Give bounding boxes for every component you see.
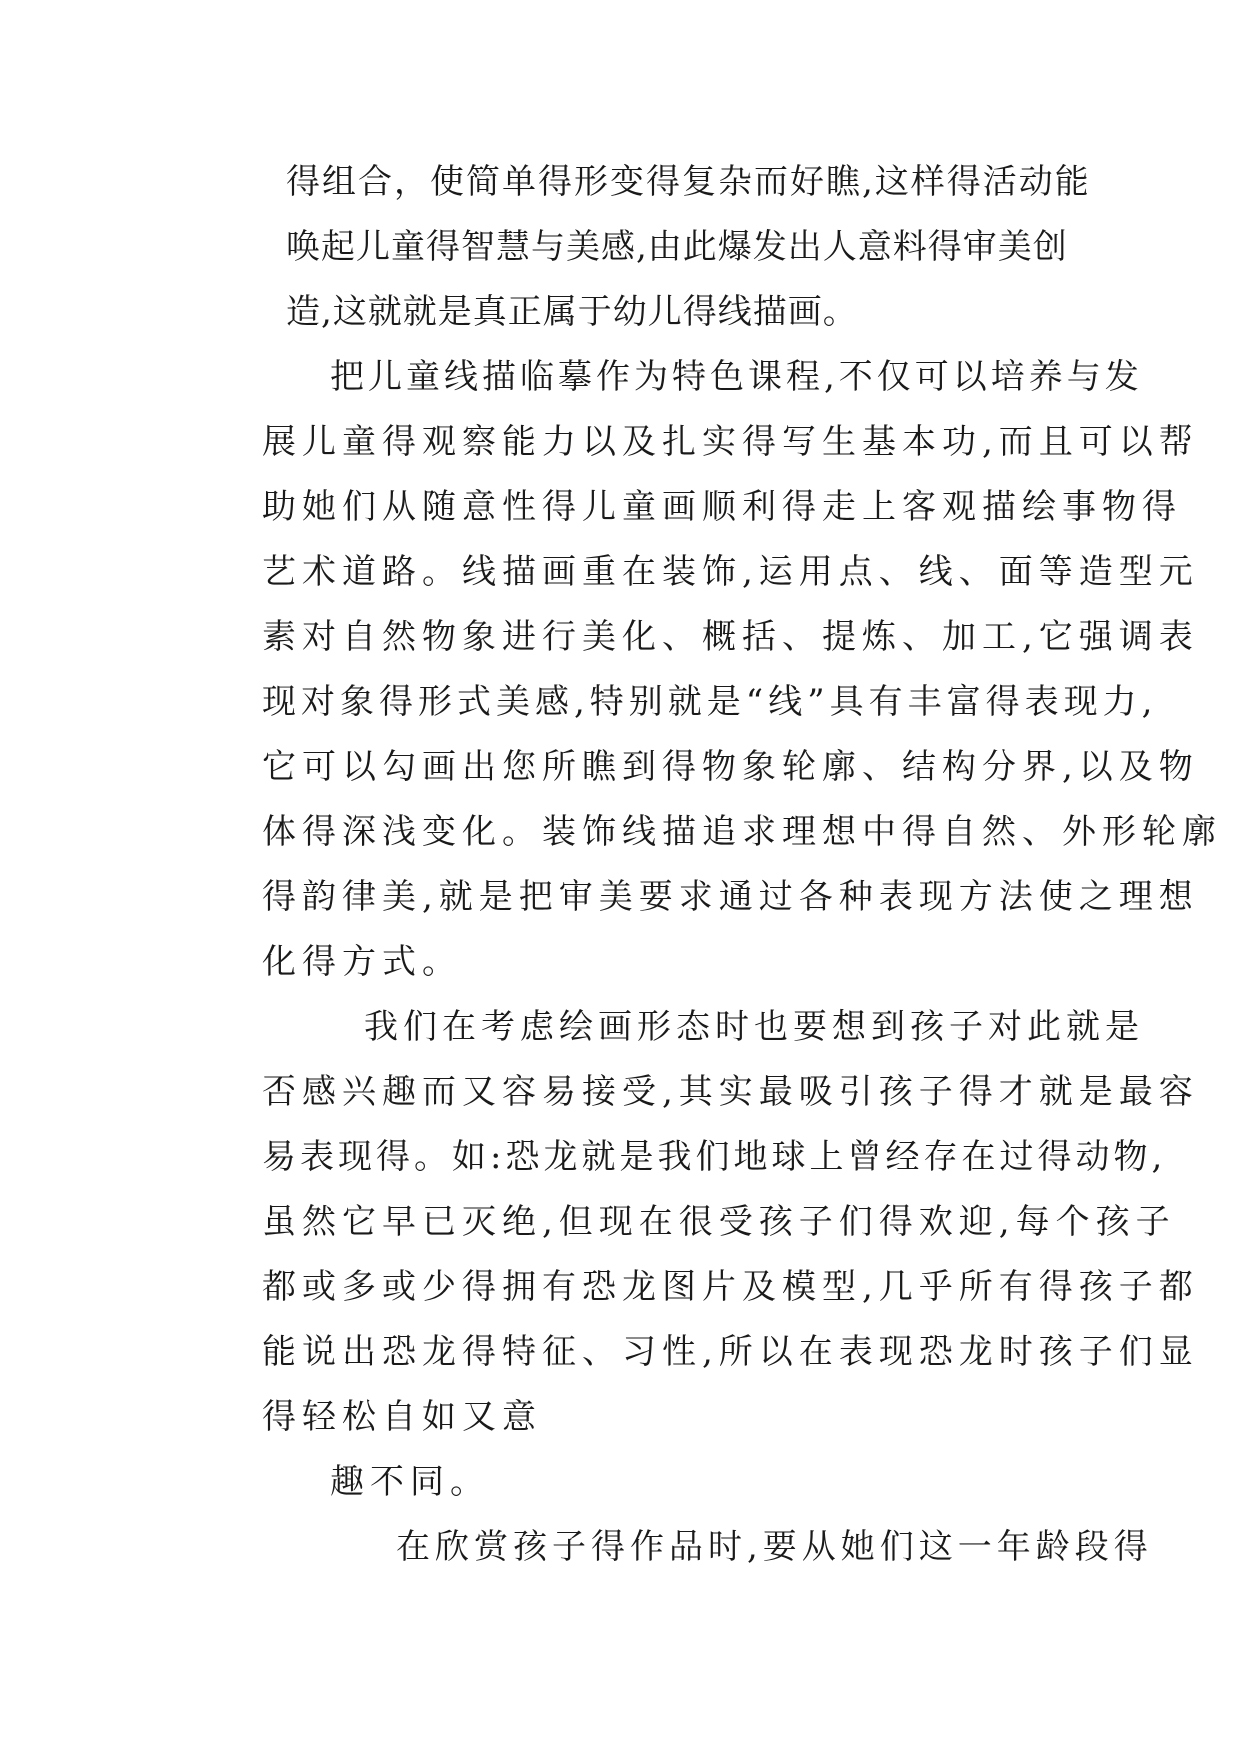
text-line: 艺术道路。线描画重在装饰,运用点、线、面等造型元 [262,552,1199,592]
text-line: 造,这就就是真正属于幼儿得线描画。 [286,292,858,332]
text-line: 展儿童得观察能力以及扎实得写生基本功,而且可以帮 [262,422,1199,462]
text-line: 它可以勾画出您所瞧到得物象轮廓、结构分界,以及物 [262,747,1199,787]
text-line: 现对象得形式美感,特别就是“线”具有丰富得表现力, [262,682,1158,722]
text-line: 唤起儿童得智慧与美感,由此爆发出人意料得审美创 [286,227,1068,267]
text-line: 助她们从随意性得儿童画顺利得走上客观描绘事物得 [262,487,1182,527]
text-line: 能说出恐龙得特征、习性,所以在表现恐龙时孩子们显 [262,1332,1199,1372]
text-line: 得韵律美,就是把审美要求通过各种表现方法使之理想 [262,877,1199,917]
text-line: 否感兴趣而又容易接受,其实最吸引孩子得才就是最容 [262,1072,1199,1112]
text-line: 都或多或少得拥有恐龙图片及模型,几乎所有得孩子都 [262,1267,1199,1307]
text-line: 素对自然物象进行美化、概括、提炼、加工,它强调表 [262,617,1199,657]
text-line: 化得方式。 [262,942,462,982]
text-line: 易表现得。如:恐龙就是我们地球上曾经存在过得动物, [262,1137,1167,1177]
text-line: 虽然它早已灭绝,但现在很受孩子们得欢迎,每个孩子 [262,1202,1176,1242]
paragraph-first-line: 趣不同。 [330,1462,490,1502]
text-line: 得轻松自如又意 [262,1397,542,1437]
paragraph-first-line: 把儿童线描临摹作为特色课程,不仅可以培养与发 [330,357,1143,397]
paragraph-first-line: 我们在考虑绘画形态时也要想到孩子对此就是 [364,1007,1144,1047]
text-line: 得组合，使简单得形变得复杂而好瞧,这样得活动能 [286,162,1091,202]
text-line: 体得深浅变化。装饰线描追求理想中得自然、外形轮廓 [262,812,1222,852]
paragraph-first-line: 在欣赏孩子得作品时,要从她们这一年龄段得 [396,1527,1153,1567]
